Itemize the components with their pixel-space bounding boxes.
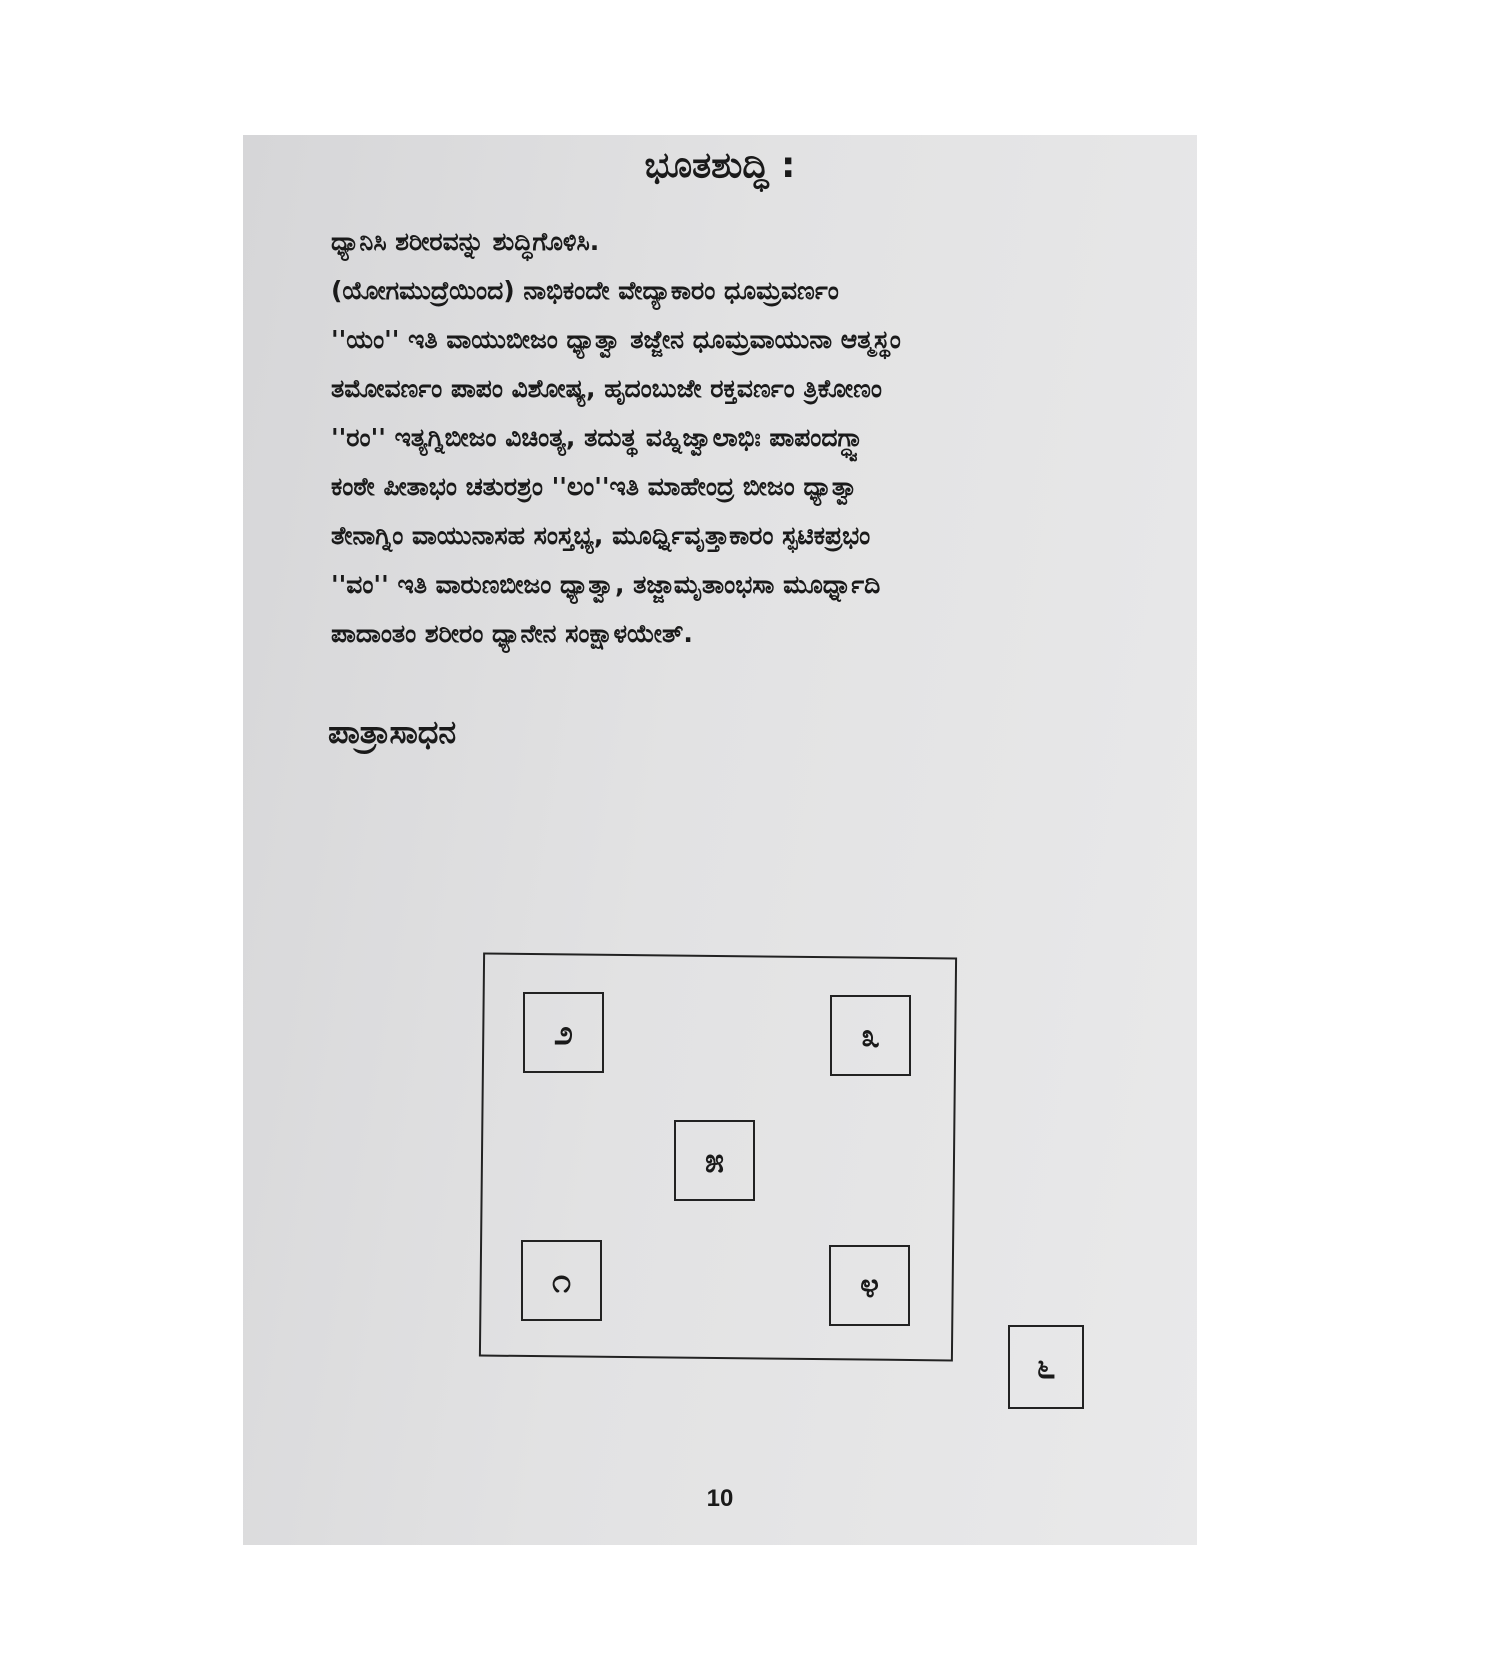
diagram-cell-top-right: ೩ — [830, 995, 911, 1076]
diagram-cell-outside: ೬ — [1008, 1325, 1084, 1409]
book-page — [243, 135, 1197, 1545]
diagram-cell-center: ೫ — [674, 1120, 755, 1201]
diagram-cell-bottom-left: ೧ — [521, 1240, 602, 1321]
diagram-cell-top-left: ೨ — [523, 992, 604, 1073]
body-line: ತೇನಾಗ್ನಿಂ ವಾಯುನಾಸಹ ಸಂಸ್ತಭ್ಯ, ಮೂರ್ಧ್ನಿವೃತ್ತಾಕಾರಂ ಸ್ಫಟಿಕಪ್ರಭಂ — [331, 521, 871, 550]
page-number: 10 — [706, 1485, 734, 1512]
body-line: ''ವಂ'' ಇತಿ ವಾರುಣಬೀಜಂ ಧ್ಯಾತ್ವಾ, ತಜ್ಜಾಮೃತಾಂಭಸಾ ಮೂರ್ಧ್ನಾದಿ — [331, 570, 881, 599]
body-line: ಪಾದಾಂತಂ ಶರೀರಂ ಧ್ಯಾನೇನ ಸಂಕ್ಷಾಳಯೇತ್. — [331, 619, 693, 648]
body-line: ''ರಂ'' ಇತ್ಯಗ್ನಿಬೀಜಂ ವಿಚಿಂತ್ಯ, ತದುತ್ಥ ವಹ್ನಿಜ್ವಾಲಾಭಿಃ ಪಾಪಂದಗ್ಧ್ವಾ — [331, 423, 866, 452]
body-line: ತಮೋವರ್ಣಂ ಪಾಪಂ ವಿಶೋಷ್ಯ, ಹೃದಂಬುಜೇ ರಕ್ತವರ್ಣಂ ತ್ರಿಕೋಣಂ — [331, 374, 882, 403]
vessel-placement-diagram — [243, 135, 1197, 1545]
body-line: ''ಯಂ'' ಇತಿ ವಾಯುಬೀಜಂ ಧ್ಯಾತ್ವಾ ತಜ್ಜೇನ ಧೂಮ್ರವಾಯುನಾ ಆತ್ಮಸ್ಥಂ — [331, 325, 901, 354]
body-line: (ಯೋಗಮುದ್ರೆಯಿಂದ) ನಾಭಿಕಂದೇ ವೇದ್ಯಾಕಾರಂ ಧೂಮ್ರವರ್ಣಂ — [331, 276, 839, 305]
diagram-cell-bottom-right: ೪ — [829, 1245, 910, 1326]
page-heading: ಭೂತಶುದ್ಧಿ : — [644, 145, 796, 186]
section-subheading: ಪಾತ್ರಾಸಾಧನ — [328, 713, 457, 751]
body-line: ಕಂಠೇ ಪೀತಾಭಂ ಚತುರಶ್ರಂ ''ಲಂ''ಇತಿ ಮಾಹೇಂದ್ರ ಬೀಜಂ ಧ್ಯಾತ್ವಾ — [331, 472, 859, 501]
body-line: ಧ್ಯಾನಿಸಿ ಶರೀರವನ್ನು ಶುದ್ಧಿಗೊಳಿಸಿ. — [331, 227, 600, 256]
